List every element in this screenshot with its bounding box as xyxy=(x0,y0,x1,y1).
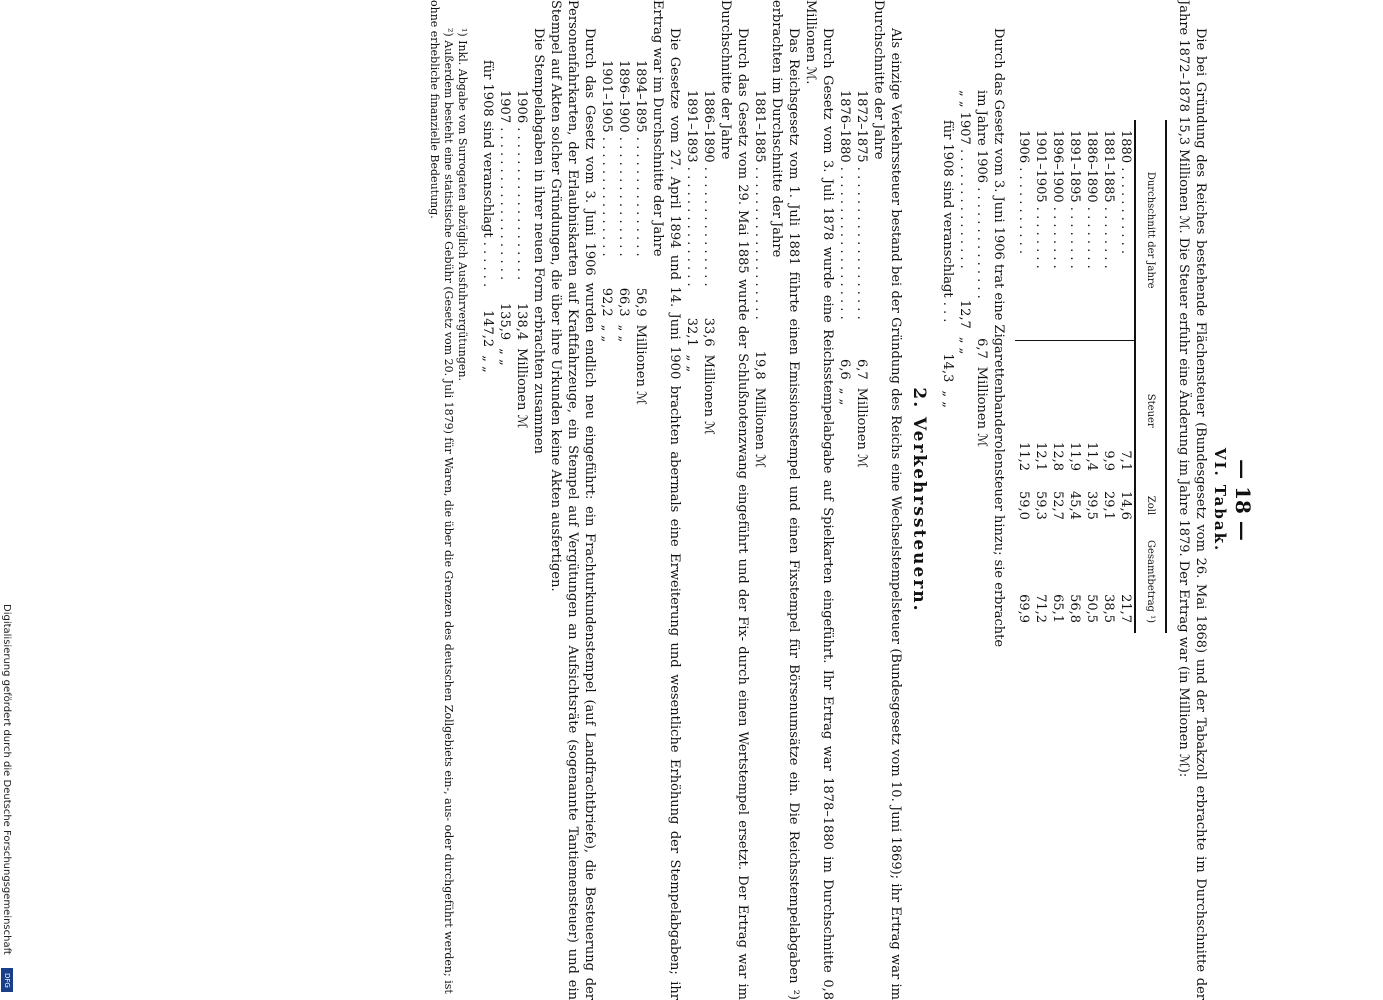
scanned-page xyxy=(195,0,1255,1000)
table-cell: 1901–1905 . . . . . . . . xyxy=(1033,130,1048,269)
list-item xyxy=(956,0,973,1000)
list-value: 56,9 xyxy=(633,287,648,317)
table-cell: 1896–1900 . . . . . . . . xyxy=(1050,130,1065,269)
list-item xyxy=(496,0,513,1000)
paragraph: Durch das Gesetz vom 29. Mai 1885 wurde der Schlußnotenzwang eingeführt und der Fix- durch einen Wertstempel ersetzt. Der Ertrag war im Durchschnitte der Jahre xyxy=(718,0,750,1000)
paragraph: Durch Gesetz vom 3. Juli 1878 wurde eine Reichsstempelabgabe auf Spielkarten eingeführt. Ihr Ertrag war 1878–1880 im Durchschnitte 0,8 Millionen ℳ. xyxy=(803,0,835,1000)
list-item xyxy=(615,0,632,1000)
list-value: 6,7 xyxy=(974,338,989,359)
list-label: 1881–1885 . . . . . . . . . . . . . . . . . . . xyxy=(752,90,767,320)
paragraph: Die Gesetze vom 27. April 1894 und 14. Juni 1900 brachten abermals eine Erweiterung und wesentliche Erhöhung der Stempelabgaben; ihr Ertrag war im Durchschnitte der Jahre xyxy=(650,0,682,1000)
table-cell: 7,1 xyxy=(1117,341,1135,482)
list-label: für 1908 sind veranschlagt . . . xyxy=(940,120,955,323)
list-item xyxy=(836,0,853,1000)
table-cell: 29,1 xyxy=(1101,491,1116,520)
table-cell: 11,4 xyxy=(1083,341,1100,482)
table-cell: 1891–1895 . . . . . . . . xyxy=(1067,130,1082,269)
table-header: Steuer xyxy=(1135,341,1166,482)
table-cell: 11,2 xyxy=(1015,341,1032,482)
list-label: 1901–1905 . . . . . . . . . . . . . . . xyxy=(599,60,614,257)
list-label: 1906 . . . . . . . . . . . . . . . . . . . xyxy=(514,90,529,281)
table-header: Gesamtbetrag ¹) xyxy=(1135,530,1166,633)
list-item xyxy=(939,0,956,1000)
list-label: 1876–1880 . . . . . . . . . . . . . . . . . . . xyxy=(837,90,852,320)
list-unit: Millionen ℳ xyxy=(514,348,529,429)
list-value: 92,2 xyxy=(599,287,614,317)
dfg-logo: DFG xyxy=(1,968,13,992)
list-unit: Millionen ℳ xyxy=(974,366,989,448)
table-cell: 12,1 xyxy=(1032,341,1049,482)
list-value: 138,4 xyxy=(514,302,529,341)
section-title-verkehrssteuern: 2. Verkehrssteuern. xyxy=(909,387,929,613)
table-cell: 59,0 xyxy=(1016,491,1031,520)
list-label: 1894–1895 . . . . . . . . . . . . . . . xyxy=(633,60,648,257)
table-cell: 56,8 xyxy=(1067,594,1082,624)
table-cell: 1881–1885 . . . . . . . . xyxy=(1101,130,1116,269)
list-value: 6,6 xyxy=(837,359,852,380)
list-value: 135,9 xyxy=(497,302,512,341)
table-cell: 12,8 xyxy=(1049,341,1066,482)
list-unit: „ „ xyxy=(480,355,495,373)
list-label: „ „ 1907 . . . . . . . . . . . . . . . xyxy=(957,90,972,269)
list-label: 1907 . . . . . . . . . . . . . . . . . . . xyxy=(497,90,512,281)
table-cell: 21,7 xyxy=(1118,594,1133,624)
table-cell: 11,9 xyxy=(1066,341,1083,482)
list-unit: Millionen ℳ xyxy=(701,354,716,435)
sidebar-strip xyxy=(0,0,14,1000)
paragraph: Als einzige Verkehrssteuer bestand bei der Gründung des Reichs eine Wechselstempelsteuer (Bundesgesetz vom 10. Juni 1869); ihr Ertrag war im Durchschnitte der Jahre xyxy=(871,0,903,1000)
list-unit: „ „ xyxy=(684,354,699,373)
table-header: Durchschnitt der Jahre xyxy=(1135,120,1166,341)
tabak-para2: Durch das Gesetz vom 3. Juni 1906 trat eine Zigarettenbanderolensteuer hinzu; sie erbrachte xyxy=(991,28,1006,648)
footnote: ¹) Inkl. Abgabe von Surrogaten abzüglich Ausfuhrvergütungen. xyxy=(456,28,469,382)
list-value: 147,2 xyxy=(480,309,495,348)
table-row xyxy=(1049,120,1066,633)
page-number: — 18 — xyxy=(1231,459,1255,541)
list-value: 33,6 xyxy=(701,317,716,347)
table-cell: 65,1 xyxy=(1050,594,1065,624)
list-unit: „ „ xyxy=(940,390,955,408)
list-label: 1896–1900 . . . . . . . . . . . . . . . xyxy=(616,60,631,257)
list-item xyxy=(700,0,717,1000)
table-header-row xyxy=(1135,120,1166,633)
paragraph: Durch das Gesetz vom 3. Juni 1906 wurden endlich neu eingeführt: ein Frachturkundenstempel (auf Landfrachtbriefe), die Besteuerung der Personenfahrkarten, der Erlaubniskarten auf Kraftfahrzeuge, ein Stempel auf Vergütungen an Aufsichtsräte (sogenannte Tantiemensteuer) und ein Stempel auf Akten solcher Gründungen, die über ihre Urkunden keine Akten ausfertigen. xyxy=(548,0,597,1000)
footnotes xyxy=(427,0,469,1000)
list-value: 6,7 xyxy=(854,359,869,380)
list-value: 66,3 xyxy=(616,287,631,317)
table-cell: 1906 . . . . . . . . . . . xyxy=(1016,130,1031,254)
table-cell: 1880 . . . . . . . . . . . xyxy=(1118,130,1133,254)
list-unit: „ „ xyxy=(616,324,631,343)
funding-notice: Digitalisierung gefördert durch die Deutsche Forschungsgemeinschaft xyxy=(1,604,12,955)
list-item xyxy=(513,0,530,1000)
list-label: für 1908 sind veranschlagt . . . . . . xyxy=(480,60,495,288)
list-value: 14,3 xyxy=(940,353,955,383)
table-cell: 1886–1890 . . . . . . . . xyxy=(1084,130,1099,269)
list-label: 1891–1893 . . . . . . . . . . . . . . . xyxy=(684,90,699,287)
table-cell: 39,5 xyxy=(1084,491,1099,520)
list-unit: „ „ xyxy=(497,348,512,366)
paragraph: Die Stempelabgaben in ihrer neuen Form erbrachten zusammen xyxy=(531,28,546,454)
table-header: Zoll xyxy=(1135,481,1166,530)
table-cell: 45,4 xyxy=(1067,491,1082,520)
list-value: 19,8 xyxy=(752,350,767,380)
table-row xyxy=(1083,120,1100,633)
list-label: 1872–1875 . . . . . . . . . . . . . . . . . . . xyxy=(854,90,869,320)
list-item xyxy=(853,0,870,1000)
list-item xyxy=(751,0,768,1000)
list-item xyxy=(479,0,496,1000)
table-row xyxy=(1015,120,1032,633)
table-row xyxy=(1032,120,1049,633)
section-title-tabak: VI. Tabak. xyxy=(1211,447,1229,553)
table-cell: 71,2 xyxy=(1033,594,1048,624)
list-item xyxy=(683,0,700,1000)
list-label: 1886–1890 . . . . . . . . . . . . . . . xyxy=(701,90,716,287)
table-cell: 50,5 xyxy=(1084,594,1099,624)
paragraph: Das Reichsgesetz vom 1. Juli 1881 führte einen Emissionsstempel und einen Fixstempel für Börsenumsätze ein. Die Reichsstempelabgaben ²) erbrachten im Durchschnitte der Jahre xyxy=(769,0,801,1000)
list-value: 12,7 xyxy=(957,299,972,329)
table-row xyxy=(1100,120,1117,633)
list-item xyxy=(632,0,649,1000)
list-unit: Millionen ℳ xyxy=(854,387,869,468)
table-cell: 59,3 xyxy=(1033,491,1048,520)
table-cell: 52,7 xyxy=(1050,491,1065,520)
list-item xyxy=(973,0,990,1000)
table-row xyxy=(1117,120,1135,633)
list-unit: „ „ xyxy=(599,324,614,343)
footnote: ²) Außerdem besteht eine statistische Gebühr (Gesetz vom 20. Juli 1879) für Waren, die über die Grenzen des deutschen Zollgebiets ein-, aus- oder durchgeführt werden; ist ohne erhebliche finanzielle Bedeutung. xyxy=(428,0,455,994)
list-item xyxy=(598,0,615,1000)
table-row xyxy=(1066,120,1083,633)
table-cell: 38,5 xyxy=(1101,594,1116,624)
table-cell: 69,9 xyxy=(1016,594,1031,624)
list-label: im Jahre 1906 . . . . . . . . . . . . . . xyxy=(974,90,989,299)
list-value: 32,1 xyxy=(684,317,699,347)
table-cell: 14,6 xyxy=(1118,491,1133,520)
list-unit: Millionen ℳ xyxy=(752,387,767,468)
tabak-intro: Die bei Gründung des Reiches bestehende Flächensteuer (Bundesgesetz vom 26. Mai 1868) und der Tabakzoll erbrachte im Durchschnitte der Jahre 1872–1878 15,3 Millionen ℳ. Die Steuer erfuhr eine Änderung im Jahre 1879. Der Ertrag war (in Millionen ℳ): xyxy=(1176,0,1208,1000)
list-unit: Millionen ℳ xyxy=(633,324,648,405)
table-cell: 9,9 xyxy=(1100,341,1117,482)
list-unit: „ „ xyxy=(957,336,972,355)
list-unit: „ „ xyxy=(837,387,852,406)
tabak-table xyxy=(1015,120,1167,633)
